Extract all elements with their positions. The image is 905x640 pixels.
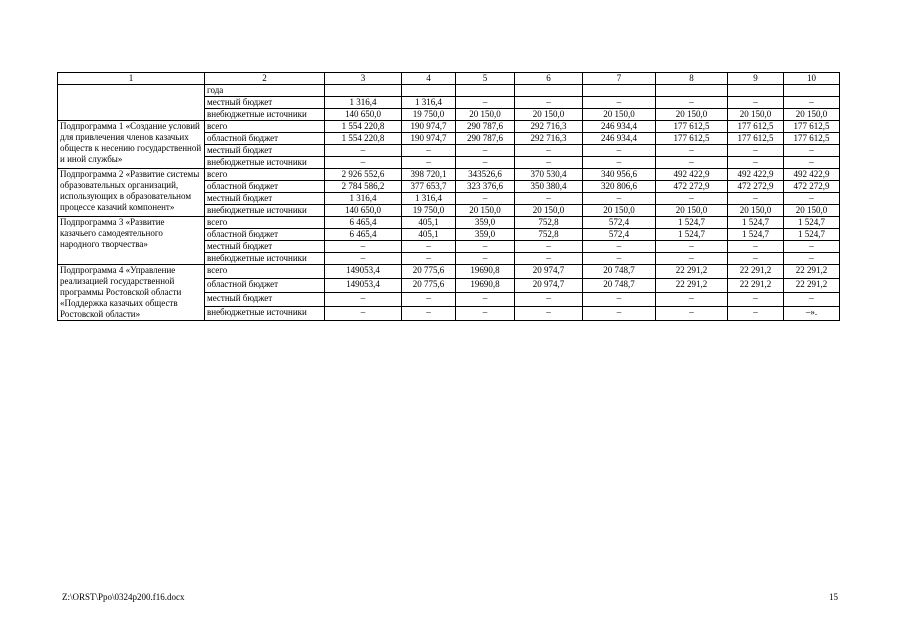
value-cell: 377 653,7 <box>402 181 456 193</box>
value-cell: 20 150,0 <box>656 109 728 121</box>
column-header-9: 9 <box>728 73 784 85</box>
value-cell: 20 150,0 <box>656 205 728 217</box>
value-cell: 359,0 <box>456 217 515 229</box>
value-cell: 572,4 <box>583 229 656 241</box>
value-cell: 149053,4 <box>325 265 402 279</box>
table-row <box>58 121 840 133</box>
value-cell: – <box>583 145 656 157</box>
value-cell: – <box>784 293 840 307</box>
value-cell: 1 524,7 <box>656 229 728 241</box>
value-cell: – <box>728 241 784 253</box>
value-cell: 177 612,5 <box>656 133 728 145</box>
value-cell <box>728 85 784 97</box>
value-cell: – <box>402 253 456 265</box>
program-name-cell <box>58 85 205 121</box>
value-cell: – <box>656 193 728 205</box>
funding-source-cell: всего <box>205 217 325 229</box>
value-cell: – <box>325 145 402 157</box>
value-cell: 292 716,3 <box>515 121 583 133</box>
value-cell: – <box>456 253 515 265</box>
value-cell: 492 422,9 <box>728 169 784 181</box>
value-cell: 177 612,5 <box>784 121 840 133</box>
value-cell: – <box>728 97 784 109</box>
value-cell: 752,8 <box>515 217 583 229</box>
funding-source-cell: внебюджетные источники <box>205 157 325 169</box>
value-cell: 20 748,7 <box>583 279 656 293</box>
funding-source-cell: внебюджетные источники <box>205 253 325 265</box>
value-cell: 140 650,0 <box>325 109 402 121</box>
value-cell: – <box>515 293 583 307</box>
value-cell: – <box>456 193 515 205</box>
program-name-cell: Подпрограмма 3 «Развитие казачьего самодеятельного народного творчества» <box>58 217 205 265</box>
value-cell: 323 376,6 <box>456 181 515 193</box>
value-cell: 405,1 <box>402 217 456 229</box>
value-cell: 6 465,4 <box>325 217 402 229</box>
value-cell: 20 150,0 <box>456 109 515 121</box>
value-cell: – <box>583 307 656 321</box>
value-cell: – <box>515 241 583 253</box>
value-cell: 1 316,4 <box>325 97 402 109</box>
value-cell: 20 150,0 <box>456 205 515 217</box>
funding-source-cell: областной бюджет <box>205 279 325 293</box>
value-cell: 22 291,2 <box>784 265 840 279</box>
value-cell: – <box>728 293 784 307</box>
value-cell: 340 956,6 <box>583 169 656 181</box>
value-cell: 177 612,5 <box>728 121 784 133</box>
value-cell: 292 716,3 <box>515 133 583 145</box>
value-cell: 20 150,0 <box>784 109 840 121</box>
value-cell: 19690,8 <box>456 279 515 293</box>
column-header-1: 1 <box>58 73 205 85</box>
value-cell: 190 974,7 <box>402 121 456 133</box>
program-name-cell: Подпрограмма 1 «Создание условий для привлечения членов казачьих обществ к несению государственной и иной службы» <box>58 121 205 169</box>
funding-source-cell: внебюджетные источники <box>205 109 325 121</box>
value-cell: – <box>784 145 840 157</box>
value-cell: 572,4 <box>583 217 656 229</box>
value-cell: – <box>583 293 656 307</box>
value-cell: – <box>656 293 728 307</box>
value-cell: 20 150,0 <box>583 109 656 121</box>
funding-source-cell: всего <box>205 265 325 279</box>
funding-source-cell: внебюджетные источники <box>205 205 325 217</box>
value-cell: 6 465,4 <box>325 229 402 241</box>
value-cell: 177 612,5 <box>728 133 784 145</box>
column-header-10: 10 <box>784 73 840 85</box>
funding-source-cell: местный бюджет <box>205 241 325 253</box>
value-cell: – <box>456 145 515 157</box>
value-cell <box>515 85 583 97</box>
value-cell: – <box>784 241 840 253</box>
value-cell: – <box>656 307 728 321</box>
value-cell <box>402 85 456 97</box>
value-cell: – <box>515 307 583 321</box>
value-cell: – <box>402 145 456 157</box>
value-cell: –». <box>784 307 840 321</box>
funding-source-cell: местный бюджет <box>205 193 325 205</box>
value-cell: 140 650,0 <box>325 205 402 217</box>
value-cell: 149053,4 <box>325 279 402 293</box>
value-cell: 22 291,2 <box>656 265 728 279</box>
program-name-cell: Подпрограмма 4 «Управление реализацией государственной программы Ростовской области «Поддержка казачьих обществ Ростовской области» <box>58 265 205 321</box>
table-row <box>58 169 840 181</box>
value-cell <box>456 85 515 97</box>
column-header-5: 5 <box>456 73 515 85</box>
value-cell: – <box>456 241 515 253</box>
value-cell: – <box>515 193 583 205</box>
value-cell: – <box>583 253 656 265</box>
value-cell: – <box>325 307 402 321</box>
value-cell: 190 974,7 <box>402 133 456 145</box>
value-cell: 20 150,0 <box>784 205 840 217</box>
value-cell: 22 291,2 <box>728 279 784 293</box>
value-cell: – <box>656 157 728 169</box>
value-cell: – <box>402 157 456 169</box>
value-cell: – <box>583 241 656 253</box>
value-cell: 1 316,4 <box>325 193 402 205</box>
value-cell: – <box>402 241 456 253</box>
value-cell: 1 524,7 <box>728 229 784 241</box>
budget-table <box>57 72 840 321</box>
value-cell: – <box>402 307 456 321</box>
value-cell: 1 316,4 <box>402 97 456 109</box>
table-row <box>58 85 840 97</box>
value-cell: 20 150,0 <box>728 109 784 121</box>
funding-source-cell: всего <box>205 121 325 133</box>
value-cell: – <box>515 253 583 265</box>
table-header-row <box>58 73 840 85</box>
value-cell: 405,1 <box>402 229 456 241</box>
value-cell: 472 272,9 <box>784 181 840 193</box>
funding-source-cell: областной бюджет <box>205 181 325 193</box>
funding-source-cell: местный бюджет <box>205 145 325 157</box>
value-cell: 177 612,5 <box>784 133 840 145</box>
value-cell: 19 750,0 <box>402 109 456 121</box>
value-cell: 398 720,1 <box>402 169 456 181</box>
column-header-2: 2 <box>205 73 325 85</box>
value-cell: – <box>515 97 583 109</box>
funding-source-cell: областной бюджет <box>205 133 325 145</box>
value-cell: 752,8 <box>515 229 583 241</box>
funding-source-cell: внебюджетные источники <box>205 307 325 321</box>
column-header-6: 6 <box>515 73 583 85</box>
value-cell: 246 934,4 <box>583 121 656 133</box>
value-cell: 22 291,2 <box>656 279 728 293</box>
value-cell: 22 291,2 <box>728 265 784 279</box>
value-cell: 472 272,9 <box>656 181 728 193</box>
value-cell: – <box>325 293 402 307</box>
table-row <box>58 265 840 279</box>
value-cell: 246 934,4 <box>583 133 656 145</box>
value-cell: 20 150,0 <box>728 205 784 217</box>
value-cell: 1 554 220,8 <box>325 133 402 145</box>
value-cell: 1 524,7 <box>784 217 840 229</box>
value-cell: 20 150,0 <box>583 205 656 217</box>
funding-source-cell: года <box>205 85 325 97</box>
value-cell: 20 974,7 <box>515 279 583 293</box>
value-cell: 320 806,6 <box>583 181 656 193</box>
value-cell <box>784 85 840 97</box>
value-cell: – <box>784 157 840 169</box>
value-cell: 370 530,4 <box>515 169 583 181</box>
value-cell: 20 974,7 <box>515 265 583 279</box>
value-cell: – <box>402 293 456 307</box>
value-cell: – <box>515 145 583 157</box>
value-cell: 1 524,7 <box>656 217 728 229</box>
value-cell: – <box>728 307 784 321</box>
value-cell: 1 554 220,8 <box>325 121 402 133</box>
column-header-7: 7 <box>583 73 656 85</box>
value-cell: 290 787,6 <box>456 133 515 145</box>
program-name-cell: Подпрограмма 2 «Развитие системы образовательных организаций, использующих в образовательном процессе казачий компонент» <box>58 169 205 217</box>
value-cell: 20 150,0 <box>515 109 583 121</box>
value-cell: – <box>325 241 402 253</box>
value-cell: 343526,6 <box>456 169 515 181</box>
value-cell: 20 775,6 <box>402 265 456 279</box>
value-cell: – <box>456 307 515 321</box>
funding-source-cell: местный бюджет <box>205 293 325 307</box>
value-cell: 19690,8 <box>456 265 515 279</box>
value-cell: – <box>583 97 656 109</box>
value-cell: 2 926 552,6 <box>325 169 402 181</box>
value-cell: – <box>325 253 402 265</box>
value-cell: – <box>583 157 656 169</box>
column-header-4: 4 <box>402 73 456 85</box>
value-cell: 20 775,6 <box>402 279 456 293</box>
value-cell: 290 787,6 <box>456 121 515 133</box>
value-cell: – <box>456 97 515 109</box>
column-header-8: 8 <box>656 73 728 85</box>
value-cell: 1 524,7 <box>728 217 784 229</box>
value-cell: 1 524,7 <box>784 229 840 241</box>
value-cell: – <box>728 157 784 169</box>
value-cell: – <box>325 157 402 169</box>
value-cell: – <box>728 145 784 157</box>
funding-source-cell: местный бюджет <box>205 97 325 109</box>
value-cell: – <box>656 97 728 109</box>
value-cell: 492 422,9 <box>784 169 840 181</box>
value-cell: 359,0 <box>456 229 515 241</box>
funding-source-cell: областной бюджет <box>205 229 325 241</box>
value-cell: 20 150,0 <box>515 205 583 217</box>
table-row <box>58 217 840 229</box>
value-cell <box>583 85 656 97</box>
value-cell: 472 272,9 <box>728 181 784 193</box>
value-cell: 492 422,9 <box>656 169 728 181</box>
value-cell: 22 291,2 <box>784 279 840 293</box>
value-cell: – <box>456 293 515 307</box>
value-cell: 177 612,5 <box>656 121 728 133</box>
value-cell: – <box>728 193 784 205</box>
value-cell <box>656 85 728 97</box>
column-header-3: 3 <box>325 73 402 85</box>
value-cell: – <box>784 253 840 265</box>
footer-file-path: Z:\ORST\Ppo\0324p200.f16.docx <box>62 592 185 602</box>
value-cell: 20 748,7 <box>583 265 656 279</box>
value-cell: – <box>656 253 728 265</box>
value-cell: – <box>583 193 656 205</box>
value-cell: – <box>456 157 515 169</box>
value-cell: – <box>784 193 840 205</box>
footer-page-number: 15 <box>829 592 838 602</box>
value-cell: – <box>728 253 784 265</box>
value-cell <box>325 85 402 97</box>
value-cell: – <box>656 145 728 157</box>
value-cell: 2 784 586,2 <box>325 181 402 193</box>
table-body <box>58 85 840 321</box>
funding-source-cell: всего <box>205 169 325 181</box>
value-cell: – <box>656 241 728 253</box>
value-cell: 1 316,4 <box>402 193 456 205</box>
value-cell: 350 380,4 <box>515 181 583 193</box>
value-cell: 19 750,0 <box>402 205 456 217</box>
value-cell: – <box>784 97 840 109</box>
value-cell: – <box>515 157 583 169</box>
